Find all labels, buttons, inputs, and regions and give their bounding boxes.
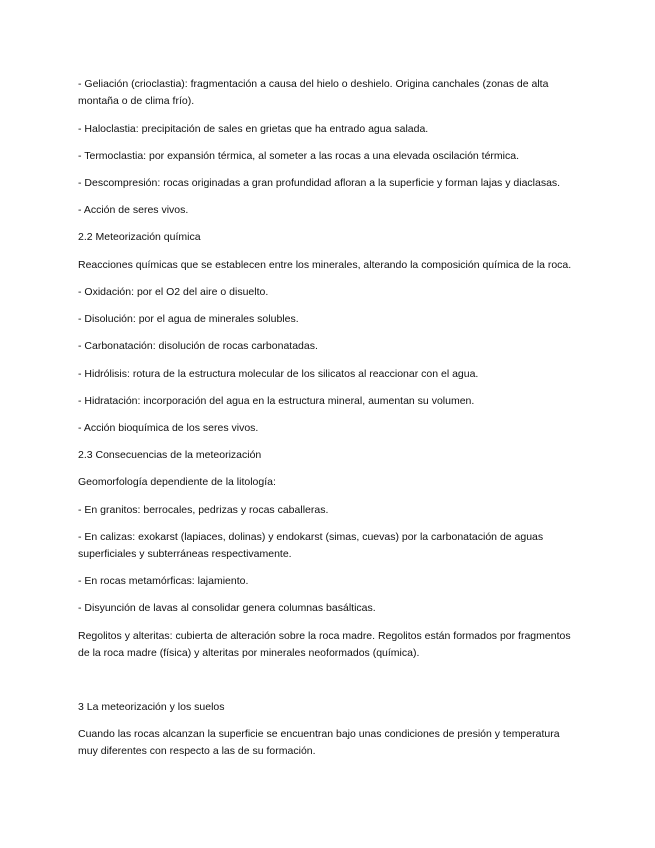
paragraph-seres-vivos: - Acción de seres vivos.: [78, 204, 189, 216]
heading-meteorizacion-suelos: 3 La meteorización y los suelos: [78, 701, 225, 713]
paragraph-haloclastia: - Haloclastia: precipitación de sales en grietas que ha entrado agua salada.: [78, 123, 429, 135]
paragraph-reacciones-quimicas: Reacciones químicas que se establecen entre los minerales, alterando la composición química de la roca.: [78, 259, 572, 271]
paragraph-geliacion: - Geliación (crioclastia): fragmentación a causa del hielo o deshielo. Origina canchales (zonas de alta montaña o de clima frío).: [78, 78, 549, 107]
heading-meteorizacion-quimica: 2.2 Meteorización química: [78, 231, 201, 243]
paragraph-regolitos: Regolitos y alteritas: cubierta de alteración sobre la roca madre. Regolitos están formados por fragmentos de la roca madre (física) y alteritas por minerales neoformados (química).: [78, 630, 571, 659]
paragraph-termoclastia: - Termoclastia: por expansión térmica, al someter a las rocas a una elevada oscilación térmica.: [78, 150, 520, 162]
heading-consecuencias: 2.3 Consecuencias de la meteorización: [78, 449, 262, 461]
paragraph-hidratacion: - Hidratación: incorporación del agua en la estructura mineral, aumentan su volumen.: [78, 395, 475, 407]
paragraph-geomorfologia: Geomorfología dependiente de la litología:: [78, 476, 276, 488]
paragraph-disolucion: - Disolución: por el agua de minerales solubles.: [78, 313, 299, 325]
paragraph-hidrolisis: - Hidrólisis: rotura de la estructura molecular de los silicatos al reaccionar con el agua.: [78, 368, 479, 380]
paragraph-descompresion: - Descompresión: rocas originadas a gran profundidad afloran a la superficie y forman lajas y diaclasas.: [78, 177, 561, 189]
paragraph-granitos: - En granitos: berrocales, pedrizas y rocas caballeras.: [78, 504, 329, 516]
paragraph-carbonatacion: - Carbonatación: disolución de rocas carbonatadas.: [78, 340, 318, 352]
paragraph-rocas-metamorficas: - En rocas metamórficas: lajamiento.: [78, 575, 249, 587]
paragraph-calizas: - En calizas: exokarst (lapiaces, dolinas) y endokarst (simas, cuevas) por la carbonatación de aguas superficiales y subterráneas respectivamente.: [78, 531, 544, 560]
paragraph-accion-bioquimica: - Acción bioquímica de los seres vivos.: [78, 422, 259, 434]
paragraph-disyuncion-lavas: - Disyunción de lavas al consolidar genera columnas basálticas.: [78, 602, 376, 614]
paragraph-condiciones: Cuando las rocas alcanzan la superficie se encuentran bajo unas condiciones de presión y temperatura muy diferentes con respecto a las de su formación.: [78, 728, 560, 757]
paragraph-oxidacion: - Oxidación: por el O2 del aire o disuelto.: [78, 286, 269, 298]
